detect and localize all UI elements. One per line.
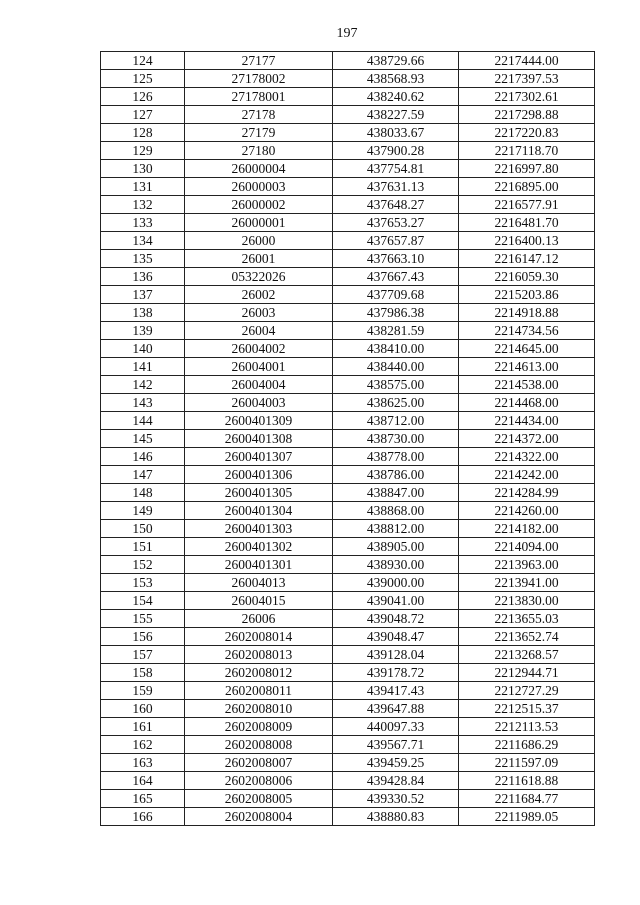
y-coordinate-cell: 2217397.53 — [459, 70, 595, 88]
y-coordinate-cell: 2214538.00 — [459, 376, 595, 394]
point-number-cell: 127 — [101, 106, 185, 124]
point-id-cell: 26004003 — [185, 394, 333, 412]
x-coordinate-cell: 437709.68 — [333, 286, 459, 304]
point-id-cell: 26000002 — [185, 196, 333, 214]
y-coordinate-cell: 2211686.29 — [459, 736, 595, 754]
x-coordinate-cell: 439428.84 — [333, 772, 459, 790]
point-number-cell: 151 — [101, 538, 185, 556]
x-coordinate-cell: 439417.43 — [333, 682, 459, 700]
x-coordinate-cell: 438281.59 — [333, 322, 459, 340]
x-coordinate-cell: 438730.00 — [333, 430, 459, 448]
y-coordinate-cell: 2214734.56 — [459, 322, 595, 340]
point-number-cell: 165 — [101, 790, 185, 808]
point-id-cell: 26003 — [185, 304, 333, 322]
x-coordinate-cell: 438440.00 — [333, 358, 459, 376]
point-id-cell: 2602008014 — [185, 628, 333, 646]
y-coordinate-cell: 2217298.88 — [459, 106, 595, 124]
point-id-cell: 26002 — [185, 286, 333, 304]
table-row — [101, 538, 595, 556]
point-number-cell: 138 — [101, 304, 185, 322]
y-coordinate-cell: 2212113.53 — [459, 718, 595, 736]
table-row — [101, 664, 595, 682]
coordinates-table-body — [101, 52, 595, 826]
point-number-cell: 160 — [101, 700, 185, 718]
point-number-cell: 130 — [101, 160, 185, 178]
y-coordinate-cell: 2217118.70 — [459, 142, 595, 160]
point-number-cell: 163 — [101, 754, 185, 772]
table-row — [101, 412, 595, 430]
y-coordinate-cell: 2215203.86 — [459, 286, 595, 304]
table-row — [101, 700, 595, 718]
point-number-cell: 136 — [101, 268, 185, 286]
point-id-cell: 26004004 — [185, 376, 333, 394]
point-id-cell: 2602008007 — [185, 754, 333, 772]
y-coordinate-cell: 2217444.00 — [459, 52, 595, 70]
table-row — [101, 214, 595, 232]
point-id-cell: 2600401302 — [185, 538, 333, 556]
y-coordinate-cell: 2213268.57 — [459, 646, 595, 664]
x-coordinate-cell: 440097.33 — [333, 718, 459, 736]
y-coordinate-cell: 2213941.00 — [459, 574, 595, 592]
x-coordinate-cell: 438778.00 — [333, 448, 459, 466]
point-number-cell: 124 — [101, 52, 185, 70]
point-id-cell: 2602008008 — [185, 736, 333, 754]
y-coordinate-cell: 2214182.00 — [459, 520, 595, 538]
coordinates-table — [100, 51, 595, 826]
x-coordinate-cell: 439178.72 — [333, 664, 459, 682]
point-id-cell: 2600401307 — [185, 448, 333, 466]
point-number-cell: 143 — [101, 394, 185, 412]
x-coordinate-cell: 438575.00 — [333, 376, 459, 394]
table-row — [101, 628, 595, 646]
point-id-cell: 2600401301 — [185, 556, 333, 574]
point-id-cell: 26000003 — [185, 178, 333, 196]
point-id-cell: 27178002 — [185, 70, 333, 88]
point-number-cell: 131 — [101, 178, 185, 196]
table-row — [101, 70, 595, 88]
point-id-cell: 27180 — [185, 142, 333, 160]
y-coordinate-cell: 2211597.09 — [459, 754, 595, 772]
table-row — [101, 610, 595, 628]
point-id-cell: 2600401309 — [185, 412, 333, 430]
table-row — [101, 682, 595, 700]
point-id-cell: 27178 — [185, 106, 333, 124]
point-number-cell: 162 — [101, 736, 185, 754]
point-id-cell: 27179 — [185, 124, 333, 142]
table-row — [101, 574, 595, 592]
table-row — [101, 340, 595, 358]
y-coordinate-cell: 2217220.83 — [459, 124, 595, 142]
point-id-cell: 26004015 — [185, 592, 333, 610]
x-coordinate-cell: 437986.38 — [333, 304, 459, 322]
x-coordinate-cell: 439128.04 — [333, 646, 459, 664]
point-id-cell: 26004 — [185, 322, 333, 340]
point-number-cell: 154 — [101, 592, 185, 610]
point-id-cell: 2602008009 — [185, 718, 333, 736]
point-id-cell: 26004002 — [185, 340, 333, 358]
x-coordinate-cell: 438930.00 — [333, 556, 459, 574]
y-coordinate-cell: 2216481.70 — [459, 214, 595, 232]
y-coordinate-cell: 2214260.00 — [459, 502, 595, 520]
x-coordinate-cell: 439459.25 — [333, 754, 459, 772]
y-coordinate-cell: 2214918.88 — [459, 304, 595, 322]
point-id-cell: 26000004 — [185, 160, 333, 178]
y-coordinate-cell: 2214434.00 — [459, 412, 595, 430]
point-id-cell: 26004013 — [185, 574, 333, 592]
x-coordinate-cell: 438568.93 — [333, 70, 459, 88]
y-coordinate-cell: 2211618.88 — [459, 772, 595, 790]
point-id-cell: 2602008010 — [185, 700, 333, 718]
table-row — [101, 52, 595, 70]
y-coordinate-cell: 2214094.00 — [459, 538, 595, 556]
point-id-cell: 2602008011 — [185, 682, 333, 700]
table-row — [101, 88, 595, 106]
x-coordinate-cell: 437900.28 — [333, 142, 459, 160]
x-coordinate-cell: 437754.81 — [333, 160, 459, 178]
point-number-cell: 126 — [101, 88, 185, 106]
table-row — [101, 196, 595, 214]
point-id-cell: 2600401303 — [185, 520, 333, 538]
x-coordinate-cell: 438905.00 — [333, 538, 459, 556]
table-row — [101, 358, 595, 376]
table-row — [101, 250, 595, 268]
point-id-cell: 2602008013 — [185, 646, 333, 664]
point-id-cell: 2602008006 — [185, 772, 333, 790]
y-coordinate-cell: 2216147.12 — [459, 250, 595, 268]
point-number-cell: 140 — [101, 340, 185, 358]
table-row — [101, 592, 595, 610]
table-row — [101, 286, 595, 304]
point-number-cell: 135 — [101, 250, 185, 268]
point-number-cell: 134 — [101, 232, 185, 250]
y-coordinate-cell: 2214284.99 — [459, 484, 595, 502]
x-coordinate-cell: 438712.00 — [333, 412, 459, 430]
point-number-cell: 145 — [101, 430, 185, 448]
table-row — [101, 556, 595, 574]
y-coordinate-cell: 2216577.91 — [459, 196, 595, 214]
point-id-cell: 2602008005 — [185, 790, 333, 808]
x-coordinate-cell: 438033.67 — [333, 124, 459, 142]
y-coordinate-cell: 2212727.29 — [459, 682, 595, 700]
table-row — [101, 322, 595, 340]
x-coordinate-cell: 439647.88 — [333, 700, 459, 718]
point-number-cell: 155 — [101, 610, 185, 628]
x-coordinate-cell: 437667.43 — [333, 268, 459, 286]
table-row — [101, 304, 595, 322]
point-id-cell: 26000 — [185, 232, 333, 250]
table-row — [101, 394, 595, 412]
y-coordinate-cell: 2216059.30 — [459, 268, 595, 286]
table-row — [101, 736, 595, 754]
point-number-cell: 137 — [101, 286, 185, 304]
y-coordinate-cell: 2214322.00 — [459, 448, 595, 466]
point-number-cell: 147 — [101, 466, 185, 484]
table-row — [101, 466, 595, 484]
table-row — [101, 502, 595, 520]
x-coordinate-cell: 437653.27 — [333, 214, 459, 232]
point-number-cell: 129 — [101, 142, 185, 160]
point-id-cell: 26000001 — [185, 214, 333, 232]
point-number-cell: 161 — [101, 718, 185, 736]
x-coordinate-cell: 439330.52 — [333, 790, 459, 808]
y-coordinate-cell: 2211684.77 — [459, 790, 595, 808]
table-row — [101, 646, 595, 664]
point-number-cell: 148 — [101, 484, 185, 502]
x-coordinate-cell: 438880.83 — [333, 808, 459, 826]
y-coordinate-cell: 2214645.00 — [459, 340, 595, 358]
table-row — [101, 448, 595, 466]
point-id-cell: 26001 — [185, 250, 333, 268]
table-row — [101, 430, 595, 448]
point-number-cell: 150 — [101, 520, 185, 538]
x-coordinate-cell: 439041.00 — [333, 592, 459, 610]
x-coordinate-cell: 438227.59 — [333, 106, 459, 124]
x-coordinate-cell: 438625.00 — [333, 394, 459, 412]
y-coordinate-cell: 2214372.00 — [459, 430, 595, 448]
point-number-cell: 132 — [101, 196, 185, 214]
x-coordinate-cell: 438410.00 — [333, 340, 459, 358]
table-row — [101, 754, 595, 772]
x-coordinate-cell: 437648.27 — [333, 196, 459, 214]
point-id-cell: 27178001 — [185, 88, 333, 106]
x-coordinate-cell: 437657.87 — [333, 232, 459, 250]
x-coordinate-cell: 437631.13 — [333, 178, 459, 196]
x-coordinate-cell: 438868.00 — [333, 502, 459, 520]
point-number-cell: 158 — [101, 664, 185, 682]
table-row — [101, 178, 595, 196]
table-row — [101, 232, 595, 250]
y-coordinate-cell: 2214613.00 — [459, 358, 595, 376]
point-number-cell: 144 — [101, 412, 185, 430]
y-coordinate-cell: 2216895.00 — [459, 178, 595, 196]
point-number-cell: 125 — [101, 70, 185, 88]
table-row — [101, 520, 595, 538]
point-id-cell: 2600401308 — [185, 430, 333, 448]
y-coordinate-cell: 2213652.74 — [459, 628, 595, 646]
point-number-cell: 153 — [101, 574, 185, 592]
point-number-cell: 152 — [101, 556, 185, 574]
x-coordinate-cell: 439000.00 — [333, 574, 459, 592]
x-coordinate-cell: 438729.66 — [333, 52, 459, 70]
y-coordinate-cell: 2212944.71 — [459, 664, 595, 682]
point-number-cell: 149 — [101, 502, 185, 520]
y-coordinate-cell: 2216997.80 — [459, 160, 595, 178]
point-number-cell: 157 — [101, 646, 185, 664]
table-row — [101, 718, 595, 736]
point-number-cell: 133 — [101, 214, 185, 232]
table-row — [101, 808, 595, 826]
point-number-cell: 156 — [101, 628, 185, 646]
table-row — [101, 142, 595, 160]
point-number-cell: 139 — [101, 322, 185, 340]
table-row — [101, 268, 595, 286]
point-id-cell: 26006 — [185, 610, 333, 628]
y-coordinate-cell: 2213963.00 — [459, 556, 595, 574]
point-id-cell: 2600401304 — [185, 502, 333, 520]
table-row — [101, 484, 595, 502]
y-coordinate-cell: 2214468.00 — [459, 394, 595, 412]
point-id-cell: 27177 — [185, 52, 333, 70]
point-number-cell: 166 — [101, 808, 185, 826]
table-row — [101, 790, 595, 808]
x-coordinate-cell: 438786.00 — [333, 466, 459, 484]
x-coordinate-cell: 439048.72 — [333, 610, 459, 628]
x-coordinate-cell: 438847.00 — [333, 484, 459, 502]
x-coordinate-cell: 439048.47 — [333, 628, 459, 646]
point-id-cell: 26004001 — [185, 358, 333, 376]
y-coordinate-cell: 2213655.03 — [459, 610, 595, 628]
x-coordinate-cell: 437663.10 — [333, 250, 459, 268]
point-number-cell: 142 — [101, 376, 185, 394]
x-coordinate-cell: 439567.71 — [333, 736, 459, 754]
point-number-cell: 159 — [101, 682, 185, 700]
point-number-cell: 128 — [101, 124, 185, 142]
point-number-cell: 146 — [101, 448, 185, 466]
y-coordinate-cell: 2211989.05 — [459, 808, 595, 826]
point-number-cell: 164 — [101, 772, 185, 790]
point-id-cell: 2602008004 — [185, 808, 333, 826]
page-number: 197 — [336, 26, 358, 41]
y-coordinate-cell: 2217302.61 — [459, 88, 595, 106]
y-coordinate-cell: 2216400.13 — [459, 232, 595, 250]
table-row — [101, 376, 595, 394]
table-row — [101, 124, 595, 142]
y-coordinate-cell: 2212515.37 — [459, 700, 595, 718]
table-row — [101, 772, 595, 790]
point-number-cell: 141 — [101, 358, 185, 376]
y-coordinate-cell: 2214242.00 — [459, 466, 595, 484]
point-id-cell: 2602008012 — [185, 664, 333, 682]
x-coordinate-cell: 438240.62 — [333, 88, 459, 106]
point-id-cell: 2600401306 — [185, 466, 333, 484]
x-coordinate-cell: 438812.00 — [333, 520, 459, 538]
y-coordinate-cell: 2213830.00 — [459, 592, 595, 610]
table-row — [101, 106, 595, 124]
point-id-cell: 2600401305 — [185, 484, 333, 502]
table-row — [101, 160, 595, 178]
point-id-cell: 05322026 — [185, 268, 333, 286]
